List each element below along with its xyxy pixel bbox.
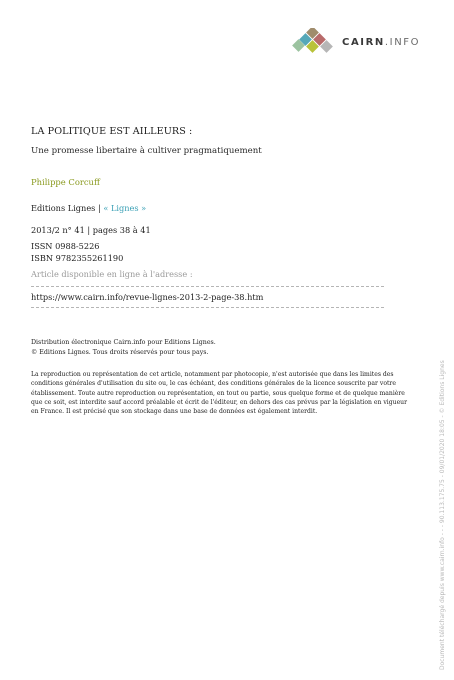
cairn-logo-mark-icon <box>288 28 338 60</box>
issue-info: 2013/2 n° 41 | pages 38 à 41 <box>31 225 151 235</box>
distribution-notice <box>31 338 216 358</box>
divider-top <box>31 286 384 287</box>
isbn: ISBN 9782355261190 <box>31 253 124 263</box>
cairn-logo[interactable] <box>288 28 433 60</box>
cairn-logo-text <box>342 37 420 48</box>
logo-suffix: .INFO <box>384 37 421 48</box>
article-url-link[interactable]: https://www.cairn.info/revue-lignes-2013-2-page-38.htm <box>31 292 264 302</box>
collection-link[interactable]: « Lignes » <box>103 203 147 213</box>
distribution-line: Distribution électronique Cairn.info pour Editions Lignes. <box>31 339 216 346</box>
availability-label: Article disponible en ligne à l'adresse : <box>31 269 193 279</box>
article-subtitle: Une promesse libertaire à cultiver pragmatiquement <box>31 146 262 156</box>
publisher-separator: | <box>95 203 104 213</box>
article-author[interactable]: Philippe Corcuff <box>31 177 100 187</box>
legal-notice: La reproduction ou représentation de cet article, notamment par photocopie, n'est autorisée que dans les limites des conditions générales d'utilisation du site ou, le cas échéant, des conditions générales de la licence souscrite par votre établissement. Toute autre reproduction ou représentation, en tout ou partie, sous quelque forme et de quelque manière que ce soit, est interdite sauf accord préalable et écrit de l'éditeur, en dehors des cas prévus par la législation en vigueur en France. Il est précisé que son stockage dans une base de données est également interdit. <box>31 371 408 416</box>
issn: ISSN 0988-5226 <box>31 241 100 251</box>
side-download-note <box>439 310 449 670</box>
publisher-name: Editions Lignes <box>31 203 96 213</box>
side-download-text: Document téléchargé depuis www.cairn.info - - - 90.113.175.75 - 09/01/2020 18:05 - © Editions Lignes <box>439 360 446 670</box>
copyright-line: © Editions Lignes. Tous droits réservés pour tous pays. <box>31 349 209 356</box>
divider-bottom <box>31 307 384 308</box>
logo-brand: CAIRN <box>342 37 385 48</box>
publisher-line <box>31 203 146 213</box>
article-title: LA POLITIQUE EST AILLEURS : <box>31 126 193 137</box>
